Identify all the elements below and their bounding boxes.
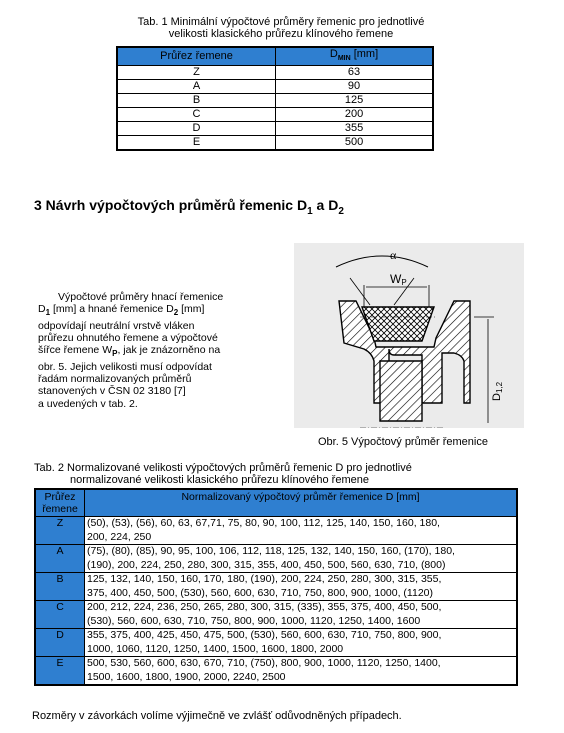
- body-paragraph: Výpočtové průměry hnací řemenice $D_1$ [mm] a hnané řemenice $D_2$ [mm] odpovídají neutrální vrstvě vláken průřezu ohnutého řemene a výpočtové šířce řemene $W_P$, jak je znázorněno na obr. 5. Jejich velikosti musí odpovídat řadám normalizovaných průměrů stanovených v ČSN 02 3180 [7] a uvedených v tab. 2.: [38, 291, 224, 410]
- pulley-cross-section-figure: [294, 243, 524, 448]
- table-row: Z (50), (53), (56), 60, 63, 67,71, 75, 80, 90, 100, 112, 125, 140, 150, 160, 180, 200, 224, 250: [35, 517, 517, 545]
- table1-header-dmin: $D_{MIN}$ [mm]: [276, 47, 433, 66]
- table1-caption: Tab. 1 Minimální výpočtové průměry řemenic pro jednotlivé velikosti klasického průřezu klínového řemene: [137, 16, 425, 40]
- table2-caption: Tab. 2 Normalizované velikosti výpočtových průměrů řemenic D pro jednotlivé normalizované velikosti klasického průřezu klínového řemene: [34, 462, 412, 486]
- footnote: Rozměry v závorkách volíme výjimečně ve zvlášť odůvodněných případech.: [32, 710, 402, 722]
- d12-label: D1,2: [491, 381, 504, 401]
- table-row: B 125: [117, 94, 433, 108]
- figure-caption: Obr. 5 Výpočtový průměr řemenice: [318, 436, 488, 448]
- table1: [116, 46, 434, 151]
- table-row: Z 63: [117, 66, 433, 80]
- table2-header-diameters: Normalizovaný výpočtový průměr řemenice D [mm]: [85, 489, 518, 517]
- table2: [34, 488, 518, 686]
- table-row: A (75), (80), (85), 90, 95, 100, 106, 112, 118, 125, 132, 140, 150, 160, (170), 180, (190), 200, 224, 250, 280, 300, 315, 355, 400, 450, 500, 560, 630, 710, (800): [35, 545, 517, 573]
- table-row: E 500: [117, 136, 433, 151]
- table1-header-section: Průřez řemene: [117, 47, 276, 66]
- table-row: B 125, 132, 140, 150, 160, 170, 180, (190), 200, 224, 250, 280, 300, 315, 355, 375, 400, 450, 500, (530), 560, 600, 630, 710, 750, 800, 900, 1000, (1120): [35, 573, 517, 601]
- table-row: D 355, 375, 400, 425, 450, 475, 500, (530), 560, 600, 630, 710, 750, 800, 900, 1000, 1060, 1120, 1250, 1400, 1500, 1600, 1800, 2000: [35, 629, 517, 657]
- wp-label: WP: [390, 272, 407, 287]
- table-row: C 200, 212, 224, 236, 250, 265, 280, 300, 315, (335), 355, 375, 400, 450, 500, (530), 560, 600, 630, 710, 750, 800, 900, 1000, 1120, 1250, 1400, 1600: [35, 601, 517, 629]
- pulley-diagram: [294, 243, 524, 428]
- alpha-label: α: [390, 248, 397, 262]
- table-row: C 200: [117, 108, 433, 122]
- section-heading: 3 Návrh výpočtových průměrů řemenic $D_1$ a $D_2$: [34, 197, 344, 217]
- table-row: E 500, 530, 560, 600, 630, 670, 710, (750), 800, 900, 1000, 1120, 1250, 1400, 1500, 1600, 1800, 1900, 2000, 2240, 2500: [35, 657, 517, 686]
- table-row: D 355: [117, 122, 433, 136]
- table-row: A 90: [117, 80, 433, 94]
- table2-header-section: Průřez řemene: [35, 489, 85, 517]
